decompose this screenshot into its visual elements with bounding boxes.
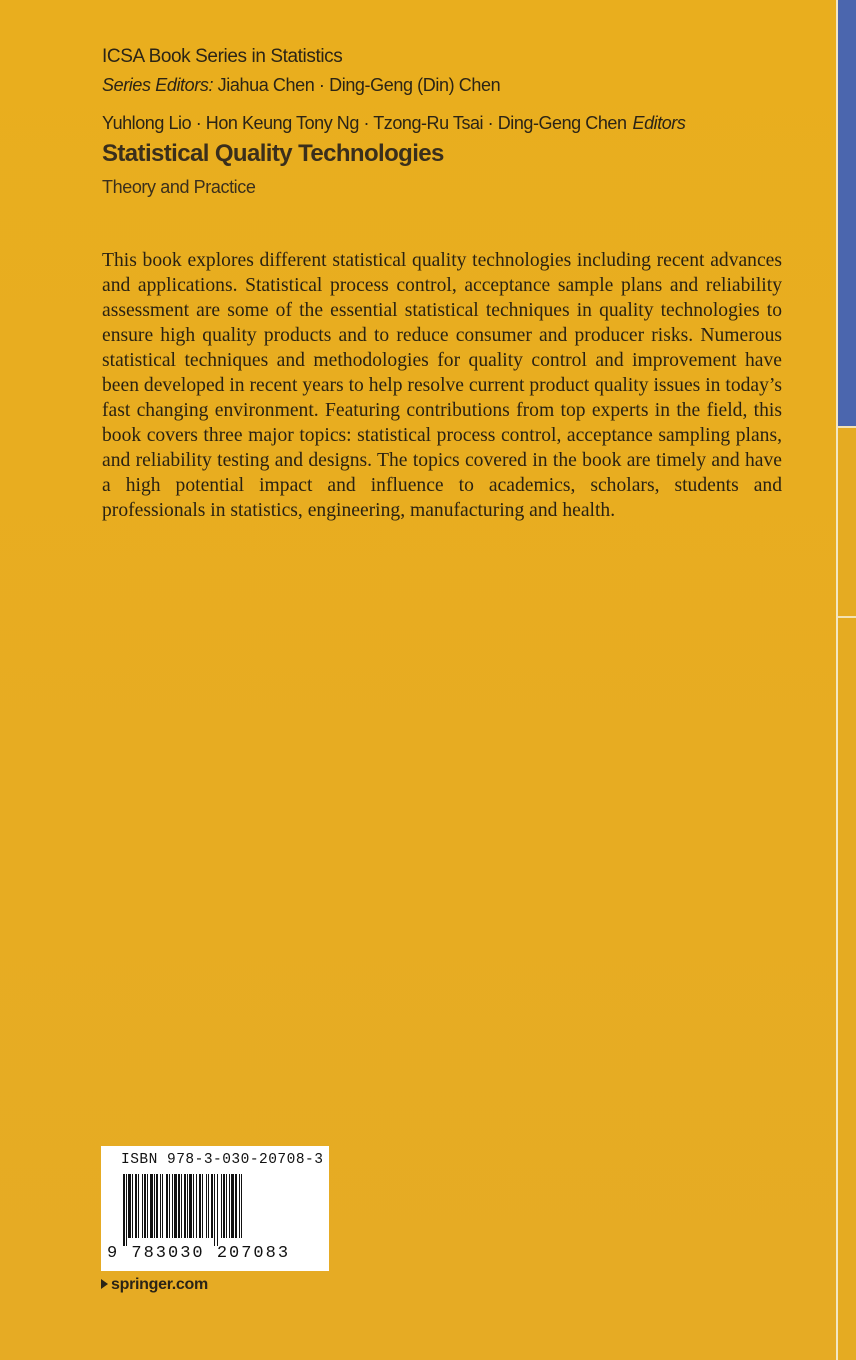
publisher-website[interactable] xyxy=(101,1276,208,1294)
arrow-right-icon xyxy=(101,1279,108,1289)
book-description: This book explores different statistical quality technologies including recent advances and applications. Statistical process control, acceptance sample plans and reliability assessment are some of the essential statistical techniques in quality technologies to ensure high quality products and to reduce consumer and producer risks. Numerous statistical techniques and methodologies for quality control and improvement have been developed in recent years to help resolve current product quality issues in today’s fast changing environment. Featuring contributions from top experts in the field, this book covers three major topics: statistical process control, acceptance sampling plans, and reliability testing and designs. The topics covered in the book are timely and have a high potential impact and influence to academics, scholars, students and professionals in statistics, engineering, manufacturing and health. xyxy=(102,250,782,521)
series-editors-line xyxy=(102,75,500,96)
barcode-digits: 9 783030 207083 xyxy=(107,1244,291,1263)
spine-divider-2 xyxy=(838,616,856,618)
book-subtitle: Theory and Practice xyxy=(102,177,256,197)
series-title: ICSA Book Series in Statistics xyxy=(102,46,343,67)
book-editors-names: Yuhlong Lio · Hon Keung Tony Ng · Tzong-Ru Tsai · Ding-Geng Chen xyxy=(102,113,627,133)
spine-blue-band xyxy=(838,0,856,426)
series-editors-names: Jiahua Chen · Ding-Geng (Din) Chen xyxy=(217,75,501,95)
book-title: Statistical Quality Technologies xyxy=(102,140,444,167)
isbn-text: ISBN 978-3-030-20708-3 xyxy=(121,1152,324,1168)
series-editors-label: Series Editors: xyxy=(102,75,214,95)
spine-divider-1 xyxy=(838,426,856,428)
barcode-bars xyxy=(101,1174,329,1246)
book-editors-line xyxy=(102,113,685,134)
publisher-website-text: springer.com xyxy=(111,1276,208,1293)
book-editors-role: Editors xyxy=(632,113,686,133)
isbn-barcode xyxy=(101,1146,329,1271)
